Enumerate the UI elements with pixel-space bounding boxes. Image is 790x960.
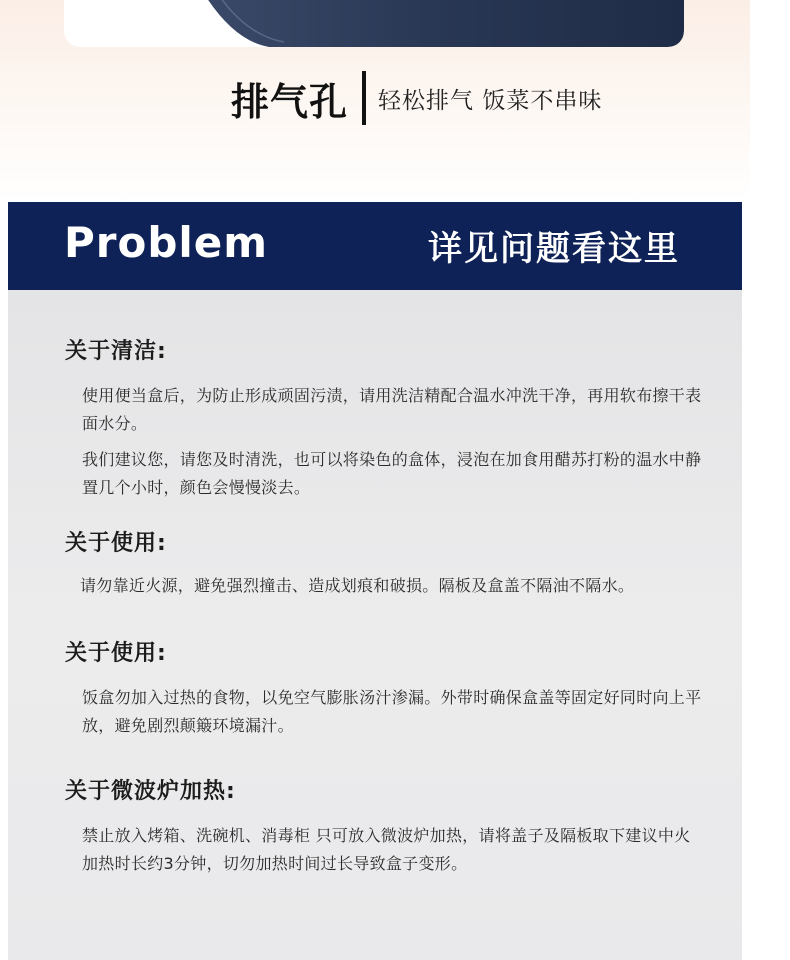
product-image-card	[64, 0, 684, 47]
section-title: 关于清洁:	[65, 339, 167, 364]
section-paragraph: 使用便当盒后，为防止形成顽固污渍，请用洗洁精配合温水冲洗干净，再用软布擦干表面水分。	[82, 386, 702, 433]
section-paragraph: 禁止放入烤箱、洗碗机、消毒柜 只可放入微波炉加热，请将盖子及隔板取下建议中火加热时长约3分钟，切勿加热时间过长导致盒子变形。	[82, 826, 691, 873]
faq-section-cleaning	[65, 334, 705, 502]
section-title: 关于使用:	[65, 641, 167, 666]
section-paragraph: 我们建议您，请您及时清洗，也可以将染色的盒体，浸泡在加食用醋苏打粉的温水中静置几个小时，颜色会慢慢淡去。	[82, 450, 702, 497]
section-paragraph: 请勿靠近火源，避免强烈撞击、造成划痕和破损。隔板及盒盖不隔油不隔水。	[80, 576, 635, 595]
section-title: 关于微波炉加热:	[65, 779, 236, 804]
feature-title: 排气孔	[231, 79, 349, 124]
section-paragraph: 饭盒勿加入过热的食物，以免空气膨胀汤汁渗漏。外带时确保盒盖等固定好同时向上平放，避免剧烈颠簸环境漏汁。	[82, 688, 702, 735]
section-title: 关于使用:	[65, 531, 167, 556]
faq-content	[8, 290, 742, 960]
faq-section-microwave	[65, 774, 705, 878]
feature-description: 轻松排气 饭菜不串味	[378, 87, 603, 114]
feature-banner	[0, 0, 750, 202]
feature-divider	[362, 71, 366, 125]
faq-section-usage-2	[65, 636, 705, 740]
lunch-box-image	[64, 0, 684, 47]
problem-header	[8, 202, 742, 290]
problem-subtitle: 详见问题看这里	[428, 229, 680, 269]
problem-title: Problem	[64, 218, 269, 267]
faq-section-usage	[65, 526, 705, 600]
feature-caption	[231, 70, 602, 126]
